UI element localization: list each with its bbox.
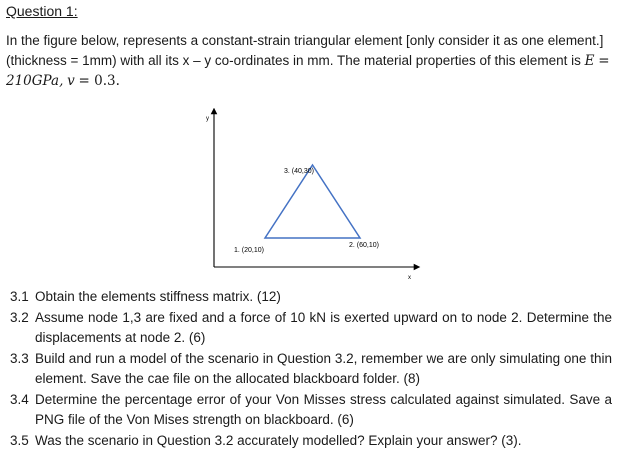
poisson-ratio-value: = 0.3. bbox=[78, 73, 120, 89]
node-2-label: 2. (60,10) bbox=[349, 242, 379, 249]
node-3-label: 3. (40,30) bbox=[284, 168, 314, 175]
statement-line-2-text: (thickness = 1mm) with all its x – y co-ordinates in mm. The material properties of this element is bbox=[6, 52, 581, 68]
statement-line-2 bbox=[6, 51, 612, 72]
triangular-element bbox=[265, 165, 360, 238]
question-text: Obtain the elements stiffness matrix. (12) bbox=[35, 289, 281, 304]
question-text: Assume node 1,3 are fixed and a force of 10 kN is exerted upward on to node 2. Determine the displacements at node 2. (6) bbox=[35, 309, 612, 345]
question-text: Determine the percentage error of your Von Misses stress calculated against simulated. Save a PNG file of the Von Mises strength on blackboard. (6) bbox=[35, 391, 612, 427]
question-number: 3.5 bbox=[10, 432, 29, 448]
question-list bbox=[10, 287, 612, 451]
y-axis-label: y bbox=[206, 116, 209, 122]
poisson-ratio-symbol: v bbox=[67, 73, 75, 89]
youngs-modulus-value: 210GPa, bbox=[6, 73, 64, 89]
question-number: 3.4 bbox=[10, 391, 29, 407]
youngs-modulus-equals: = bbox=[598, 52, 610, 69]
question-text: Build and run a model of the scenario in Question 3.2, remember we are only simulating one thin element. Save the cae file on the allocated blackboard folder. (8) bbox=[35, 350, 612, 386]
figure-canvas bbox=[190, 108, 430, 288]
youngs-modulus-symbol: E bbox=[584, 52, 595, 69]
question-number: 3.2 bbox=[10, 309, 29, 325]
question-number: 3.1 bbox=[10, 289, 29, 304]
question-item bbox=[10, 349, 612, 390]
question-text: Was the scenario in Question 3.2 accurately modelled? Explain your answer? (3). bbox=[35, 432, 522, 448]
statement-line-1: In the figure below, represents a constant-strain triangular element [only consider it as one element.] bbox=[6, 33, 604, 48]
node-1-label: 1. (20,10) bbox=[234, 247, 264, 254]
x-axis-label: x bbox=[408, 275, 411, 281]
problem-statement bbox=[6, 31, 612, 92]
question-heading: Question 1: bbox=[6, 3, 78, 19]
question-item bbox=[10, 390, 612, 431]
question-item bbox=[10, 308, 612, 349]
triangle-element-figure bbox=[190, 108, 430, 288]
question-item bbox=[10, 287, 612, 308]
question-item bbox=[10, 431, 612, 452]
question-number: 3.3 bbox=[10, 350, 29, 366]
statement-line-3 bbox=[6, 71, 612, 92]
